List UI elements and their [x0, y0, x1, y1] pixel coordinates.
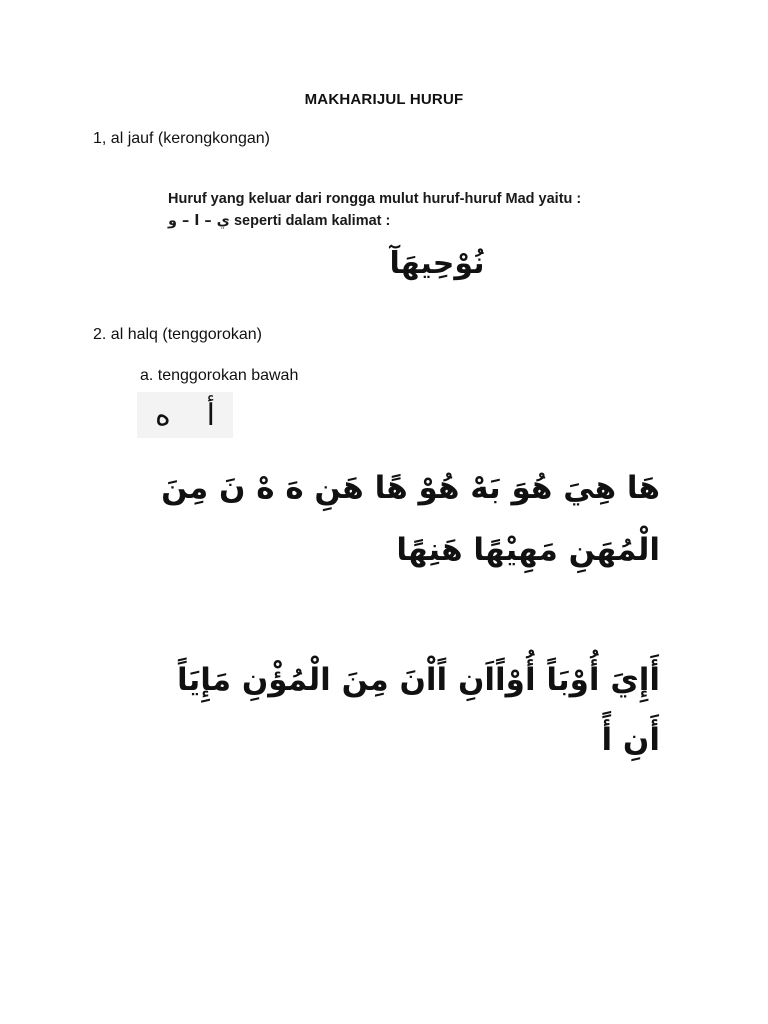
letter-ha: ه: [154, 397, 171, 433]
image-text-line-2: [168, 210, 648, 232]
page-title: MAKHARIJUL HURUF: [304, 91, 464, 108]
throat-letters: [137, 392, 233, 438]
section-1-heading: 1, al jauf (kerongkongan): [93, 130, 270, 147]
arabic-line-3: أَإِيَ أُوْبَاً أُوْاًاَنِ اًاْنَ مِنَ الْمُؤْنِ مَإِيَاً: [176, 662, 660, 698]
arabic-line-1: هَا هِيَ هُوَ بَهْ هُوْ هًا هَنِ هَ هْ نَ مِنَ: [161, 470, 660, 506]
mad-letters: ي – ا – و: [168, 213, 230, 229]
arabic-line-4: أَنِ أً: [601, 722, 660, 758]
letter-alif-hamza: أ: [206, 397, 216, 433]
image-text-line-2-text: seperti dalam kalimat :: [229, 213, 391, 229]
section-2-heading: 2. al halq (tenggorokan): [93, 326, 262, 343]
image-text-line-1: Huruf yang keluar dari rongga mulut huruf-huruf Mad yaitu :: [168, 191, 582, 207]
section-1-image-text: [168, 188, 648, 232]
sub-a-heading: a. tenggorokan bawah: [140, 367, 299, 384]
arabic-line-2: الْمُهَنِ مَهِيْهًا هَنِهًا: [396, 532, 660, 568]
example-word: نُوْحِيهَآ: [389, 247, 485, 280]
